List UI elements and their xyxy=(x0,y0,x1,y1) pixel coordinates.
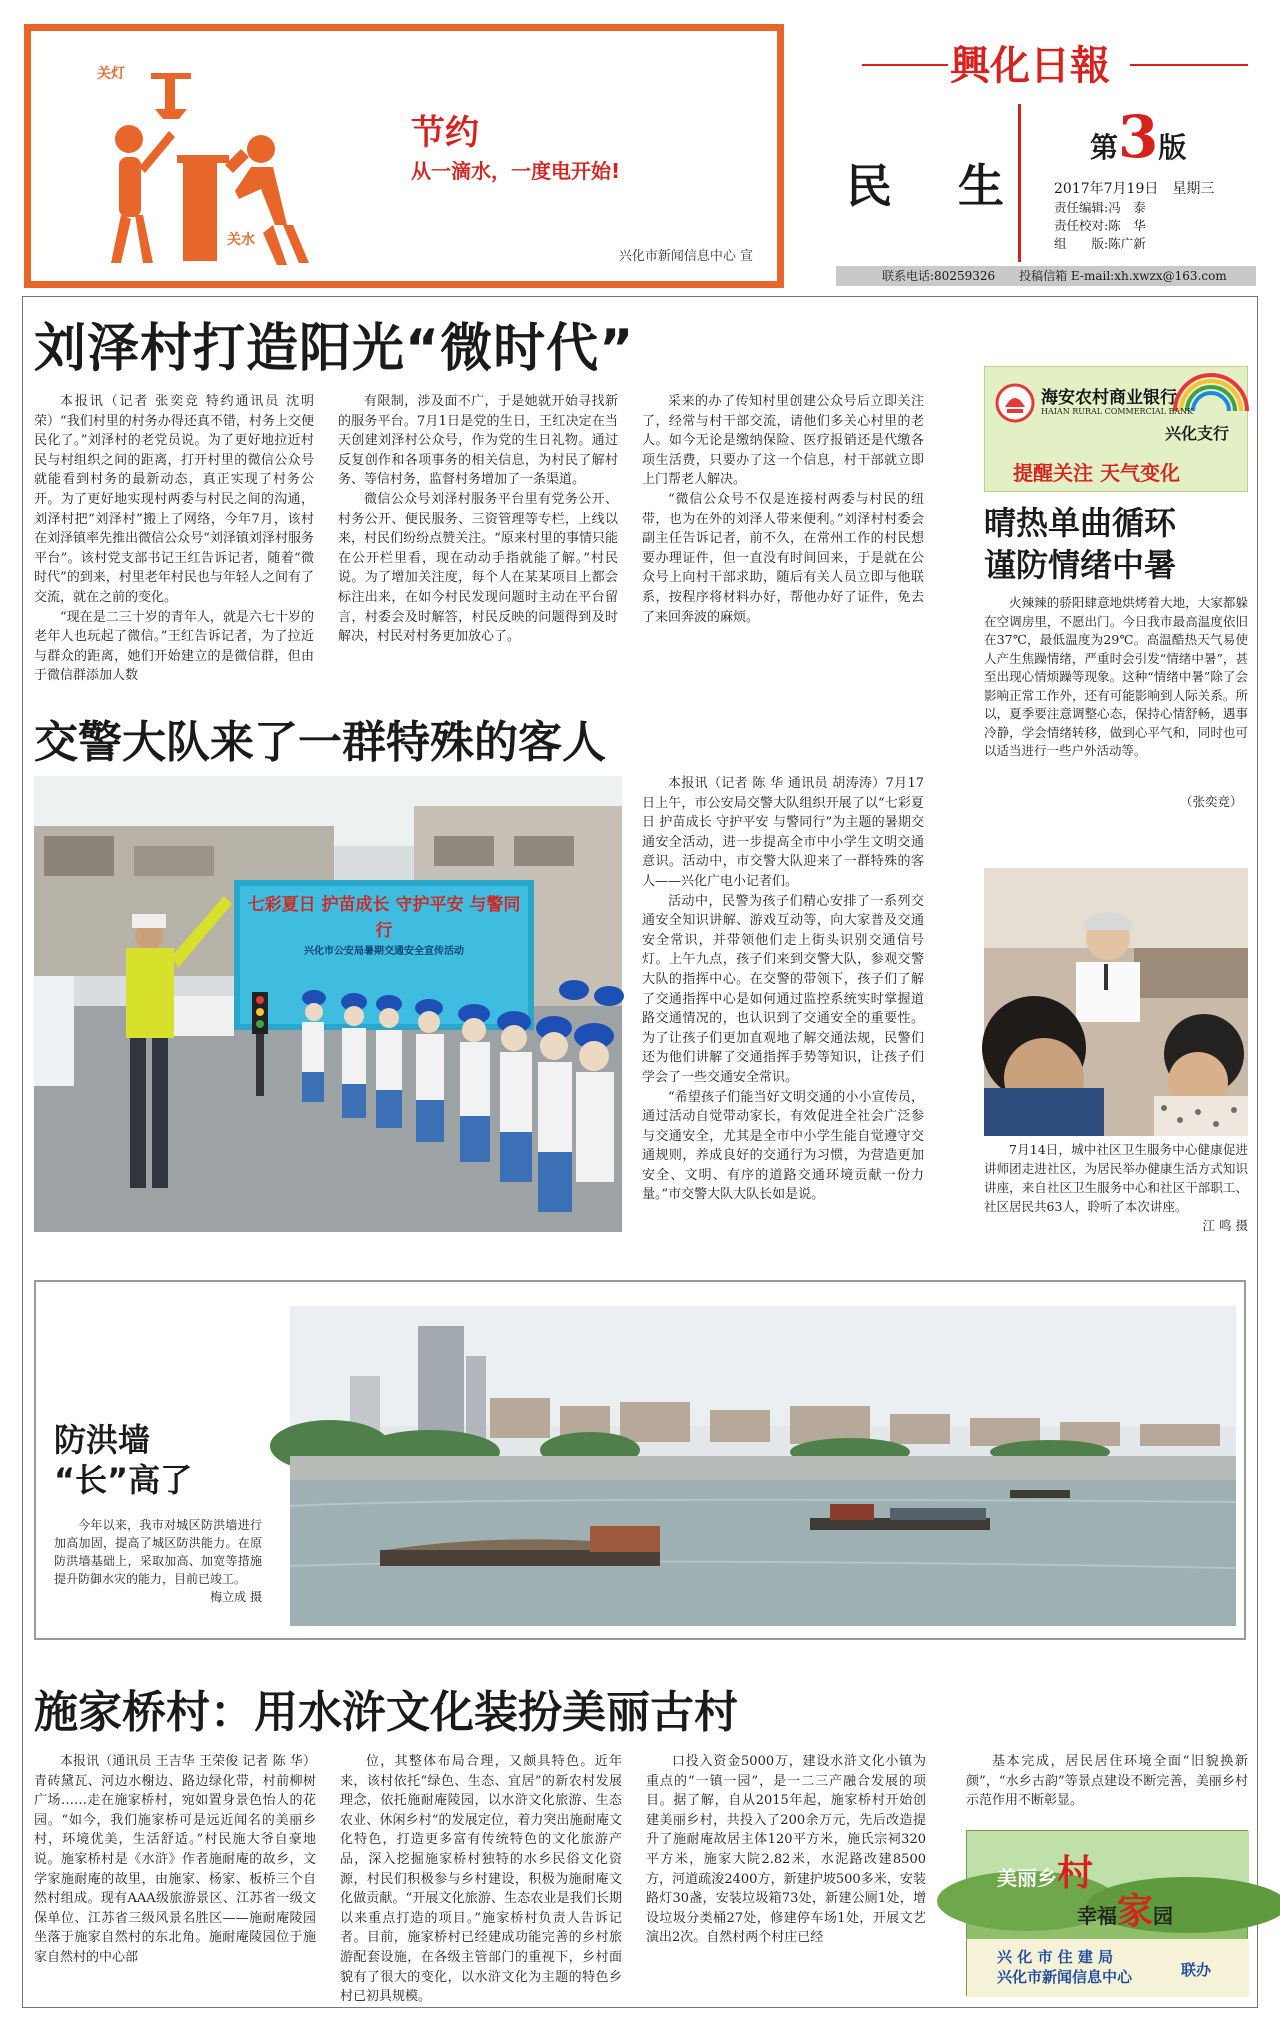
bank-slogan: 提醒关注 天气变化 xyxy=(1013,461,1180,485)
flood-title xyxy=(54,1420,192,1500)
heat-title-line-2: 谨防情绪中暑 xyxy=(984,546,1177,584)
article3-column-3 xyxy=(646,1752,926,1992)
masthead-divider xyxy=(1018,104,1021,262)
article3-column-4 xyxy=(966,1752,1248,1812)
flood-caption-credit: 梅立成 摄 xyxy=(210,1590,262,1604)
heat-article-paragraph: 火辣辣的骄阳肆意地烘烤着大地，大家都躲在空调房里，不愿出门。今日我市最高温度依旧在37℃，最低温度为29℃。高温酷热天气易使人产生焦躁情绪，严重时会引发“情绪中暑”，甚至出现心情烦躁等现象。这种“情绪中暑”除了会影响正常工作外，还有可能影响到人际关系。所以，夏季要注意调整心态，保持心情舒畅，遇事冷静，学会情绪转移，做到心平气和，同时也可以适当进行一些户外活动等。 xyxy=(984,595,1248,758)
health-caption-text: 7月14日，城中社区卫生服务中心健康促进讲师团走进社区，为居民举办健康生活方式知识讲座，来自社区卫生服务中心和社区干部职工、社区居民共63人，聆听了本次讲座。 xyxy=(984,1142,1248,1214)
bank-branch: 兴化支行 xyxy=(1164,424,1229,443)
article1-paragraph: 微信公众号刘泽村服务平台里有党务公开、村务公开、便民服务、三资管理等专栏，上线以来，村民们纷纷点赞关注。“原来村里的事情只能在公开栏里看，现在动动手指就能了解。”村民说。为了增加关注度，每个人在某某项目上都会标注出来，在如今村民发现问题时主动在平台留言，村委会及时解答，村民反映的问题得到及时解决，村民对村务更加放心了。 xyxy=(338,491,618,645)
village-organizers xyxy=(997,1947,1132,1987)
village-line2-prefix: 幸福 xyxy=(1077,1904,1117,1928)
proofreader-credit: 责任校对:陈 华 xyxy=(1054,218,1146,233)
traffic-police-photo-art xyxy=(34,776,622,1232)
flood-caption-text: 今年以来，我市对城区防洪墙进行加高加固，提高了城区防洪能力。在原防洪墙基础上，采取加高、加宽等措施提升防御水灾的能力，目前已竣工。 xyxy=(54,1518,262,1586)
article3-column-1 xyxy=(34,1752,316,1992)
heat-article-title xyxy=(984,502,1248,586)
traffic-police-photo xyxy=(34,776,622,1232)
editor-credit: 责任编辑:冯 泰 xyxy=(1054,200,1146,215)
health-caption-credit: 江 鸣 摄 xyxy=(1202,1218,1248,1233)
masthead-rule-right xyxy=(1130,64,1248,66)
article3-paragraph: 基本完成，居民居住环境全面“旧貌换新颜”，“水乡古韵”等景点建设不断完善，美丽乡村示范作用不断彰显。 xyxy=(966,1754,1248,1809)
beautiful-village-badge xyxy=(966,1830,1248,1996)
bank-name-en: HAIAN RURAL COMMERCIAL BANK xyxy=(1041,407,1194,416)
village-org-1: 兴 化 市 住 建 局 xyxy=(997,1948,1114,1966)
paper-name: 興化日報 xyxy=(950,42,1110,89)
article2-body xyxy=(642,774,924,1236)
flood-title-line-2: “长”高了 xyxy=(54,1461,193,1499)
article1-title: 刘泽村打造阳光“微时代” xyxy=(34,319,635,379)
page-prefix: 第 xyxy=(1090,131,1119,164)
article2-paragraph: 活动中，民警为孩子们精心安排了一系列交通安全知识讲解、游戏互动等，向大家普及交通安全常识，并带领他们走上街头识别交通信号灯。上午九点，孩子们来到交警大队，参观交警大队的指挥中心。在交警的带领下，孩子们了解了交通指挥中心是如何通过监控系统实时掌握道路交通情况的，也认识到了交通安全的重要性。为了让孩子们更加直观地了解交通法规，民警们还为他们讲解了交通指挥手势等知识，让孩子们学会了一些交通安全常识。 xyxy=(642,893,924,1085)
article1-paragraph: “微信公众号不仅是连接村两委与村民的纽带，也为在外的刘泽人带来便利。”刘泽村村委会副主任告诉记者，前不久，在常州工作的村民想要办理证件，但一直没有时间回来，于是就在公众号上向村干部求助，随后有关人员立即与他联系，按程序将材料办好，帮他办好了证件，免去了来回奔波的麻烦。 xyxy=(642,491,924,625)
page-number-label xyxy=(1090,103,1187,171)
article2-title: 交警大队来了一群特殊的客人 xyxy=(34,717,606,768)
article3-title: 施家桥村：用水浒文化装扮美丽古村 xyxy=(34,1687,738,1738)
rainbow-graphic xyxy=(1167,367,1247,411)
bank-logo-icon xyxy=(995,383,1035,423)
turn-off-light-label: 关灯 xyxy=(97,66,125,82)
flood-title-line-1: 防洪墙 xyxy=(54,1421,151,1459)
issue-date: 2017年7月19日 星期三 xyxy=(1054,181,1215,197)
village-badge-line-2 xyxy=(1077,1883,1173,1934)
contact-info: 联系电话:80259326 投稿信箱 E-mail:xh.xwzx@163.com xyxy=(882,269,1227,283)
event-banner-subtitle: 兴化市公安局暑期交通安全宣传活动 xyxy=(304,946,464,957)
health-lecture-caption xyxy=(984,1140,1248,1235)
masthead-rule-left xyxy=(862,64,948,66)
heat-article-credit: （张奕竞） xyxy=(1180,794,1243,809)
article1-paragraph: 有限制，涉及面不广，于是她就开始寻找新的服务平台。7月1日是党的生日，王红决定在当天创建刘泽村公众号，作为党的生日礼物。通过反复创作和各项事务的相关信息，为村民了解村务、等信村务，监督村务增加了一条渠道。 xyxy=(338,394,618,488)
contact-bar xyxy=(836,266,1256,286)
bank-ad xyxy=(984,366,1248,492)
section-name: 民 生 xyxy=(846,159,1014,213)
village-line1-prefix: 美丽乡 xyxy=(997,1866,1057,1890)
heat-title-line-1: 晴热单曲循环 xyxy=(984,504,1177,542)
ad-headline: 节约 xyxy=(411,113,479,153)
article1-column-2 xyxy=(338,392,618,664)
health-lecture-photo-art xyxy=(984,868,1248,1136)
village-line2-big: 家 xyxy=(1117,1891,1154,1932)
bank-name: 海安农村商业银行 xyxy=(1041,388,1177,408)
article3-paragraph: 位，其整体布局合理，又颇具特色。近年来，该村依托“绿色、生态、宜居”的新农村发展理念，依托施耐庵陵园，以水浒文化旅游、生态农业、休闲乡村“的发展定位，着力突出施耐庵文化特色，打造更多富有传统特色的文化旅游产品，深入挖掘施家桥村独特的水乡民俗文化资源，村民们积极参与乡村建设，积极为施耐庵文化做贡献。“开展文化旅游、生态农业是我们长期以来重点打造的项目。”施家桥村负责人告诉记者。目前，施家桥村已经建成功能完善的乡村旅游配套设施，在各级主管部门的重视下，乡村面貌有了很大的变化，以水浒文化为主题的特色乡村已初具规模。 xyxy=(340,1754,622,2005)
village-org-2: 兴化市新闻信息中心 xyxy=(997,1968,1133,1986)
page-number: 3 xyxy=(1118,103,1159,171)
article1-column-1 xyxy=(34,392,314,684)
article1-paragraph: 采来的办了传知村里创建公众号后立即关注了，经常与村干部交流，请他们多关心村里的老人。如今无论是缴纳保险、医疗报销还是代缴各项生活费，只要办了这一个信息，村干部就立即上门帮老人解决。 xyxy=(642,394,924,488)
ad-banner xyxy=(24,24,784,288)
article1-column-3 xyxy=(642,392,924,664)
page-suffix: 版 xyxy=(1158,131,1187,164)
village-joint-label: 联办 xyxy=(1181,1961,1212,1979)
flood-caption xyxy=(54,1516,262,1606)
heat-article-body xyxy=(984,594,1248,790)
turn-off-water-label: 关水 xyxy=(227,232,255,248)
saving-figures-illustration xyxy=(91,49,351,269)
article1-paragraph: 本报讯（记者 张奕竞 特约通讯员 沈明荣）“我们村里的村务办得还真不错，村务上交便民化了。”刘泽村的老党员说。为了更好地拉近村民与村组织之间的距离，打开村里的微信公众号就能看到村务的最新动态，真正实现了村务公开。为了更好地实现村两委与村民之间的沟通，刘泽村把“刘泽村”搬上了网络，今年7月，该村在刘泽镇率先推出微信公众号“刘泽镇刘泽村服务平台”。该村党支部书记王红告诉记者，随着“微时代”的到来，村里老年村民也与年轻人之间有了交流，就在之前的变化。 xyxy=(34,394,314,605)
article2-paragraph: 本报讯（记者 陈 华 通讯员 胡涛涛）7月17日上午，市公安局交警大队组织开展了以“七彩夏日 护苗成长 守护平安 与警同行”为主题的暑期交通安全活动，进一步提高全市中小学生文明交通意识。活动中，市交警大队迎来了一群特殊的客人——兴化广电小记者们。 xyxy=(642,776,924,889)
ad-footer: 兴化市新闻信息中心 宣 xyxy=(618,249,753,264)
river-barge-photo xyxy=(290,1306,1236,1626)
article3-paragraph: 口投入资金5000万，建设水浒文化小镇为重点的“一镇一园”，是一二三产融合发展的项目。据了解，自从2015年起，施家桥村开始创建美丽乡村，共投入了200余万元，先后改造提升了施耐庵故居主体120平方米，施氏宗祠320平方米，施家大院2.82米，水泥路改建8500方，河道疏浚2400方，新建护坡500多米，安装路灯30盏，安装垃圾箱73处，新建公厕1处，增设垃圾分类桶27处，修建停车场1处，开展文艺演出2次。自然村两个村庄已经 xyxy=(646,1754,926,1946)
article3-paragraph: 本报讯（通讯员 王吉华 王荣俊 记者 陈 华）青砖黛瓦、河边水榭边、路边绿化带，村前柳树广场……走在施家桥村，宛如置身景色怡人的花园。“如今，我们施家桥可是远近闻名的美丽乡村，环境优美，生活舒适。”村民施大爷自豪地说。施家桥村是《水浒》作者施耐庵的故乡，文学家施耐庵的故里，由施家、杨家、板桥三个自然村组成。现有AAA级旅游景区、江苏省一级文保单位、江苏省三级风景名胜区——施耐庵陵园坐落于施家自然村的东北角。施耐庵陵园位于施家自然村的中心部 xyxy=(34,1754,316,1965)
layout-credit: 组 版:陈广新 xyxy=(1054,236,1146,251)
article3-column-2 xyxy=(340,1752,622,2005)
event-banner-text: 七彩夏日 护苗成长 守护平安 与警同行 xyxy=(247,895,521,941)
village-line2-suffix: 园 xyxy=(1153,1904,1174,1928)
health-lecture-photo xyxy=(984,868,1248,1136)
article2-paragraph: “希望孩子们能当好文明交通的小小宣传员，通过活动自觉带动家长，有效促进全社会广泛参与交通安全，尤其是全市中小学生能自觉遵守交通规则，养成良好的交通行为习惯，为营造更加安全、文明、有序的道路交通环境贡献一份力量。”市交警大队大队长如是说。 xyxy=(642,1089,924,1203)
article1-paragraph: “现在是二三十岁的青年人，就是六七十岁的老年人也玩起了微信。”王红告诉记者，为了拉近与群众的距离，她们开始建立的是微信群，但由于微信群添加人数 xyxy=(34,609,314,684)
ad-slogan: 从一滴水，一度电开始! xyxy=(411,159,621,183)
river-barge-photo-art xyxy=(290,1306,1236,1626)
village-line1-big: 村 xyxy=(1057,1853,1094,1894)
